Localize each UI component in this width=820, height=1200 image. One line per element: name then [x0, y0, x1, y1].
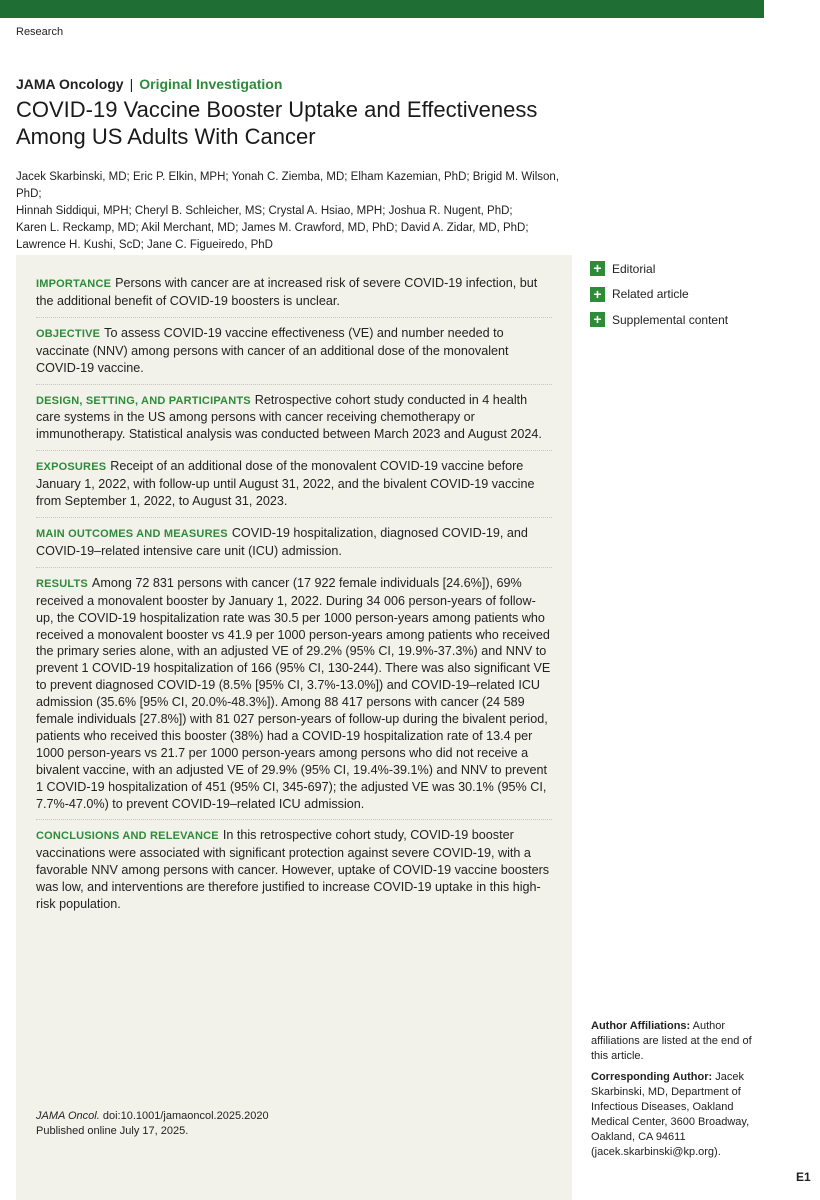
- abstract-heading: CONCLUSIONS AND RELEVANCE: [36, 830, 219, 843]
- citation: [36, 1109, 269, 1139]
- journal-name[interactable]: JAMA Oncology: [16, 76, 124, 92]
- abstract-section-design: [36, 392, 552, 452]
- plus-icon: +: [590, 312, 605, 327]
- abstract-heading: DESIGN, SETTING, AND PARTICIPANTS: [36, 394, 251, 407]
- journal-separator: |: [129, 76, 134, 92]
- author-line: Hinnah Siddiqui, MPH; Cheryl B. Schleicher, MS; Crystal A. Hsiao, MPH; Joshua R. Nugent, PhD;: [16, 205, 513, 217]
- link-label: Editorial: [612, 261, 656, 276]
- abstract-heading: MAIN OUTCOMES AND MEASURES: [36, 527, 228, 540]
- plus-icon: +: [590, 287, 605, 302]
- article-type[interactable]: Original Investigation: [139, 76, 283, 92]
- affiliations-panel: [591, 1019, 771, 1166]
- header-color-bar: [0, 0, 764, 18]
- affiliations-label: Author Affiliations:: [591, 1020, 691, 1032]
- abstract-section-conclusions: [36, 827, 552, 920]
- plus-icon: +: [590, 261, 605, 276]
- page-number: E1: [796, 1170, 811, 1184]
- abstract-heading: IMPORTANCE: [36, 278, 112, 290]
- abstract-text: Among 72 831 persons with cancer (17 922 female individuals [24.6%]), 69% received a monovalent booster by January 1, 2022. During 34 006 person-years of follow-up, the COVID-19 hospitalization rate was 30.5 per 1000 person-years among patients who received a monovalent booster vs 41.9 per 1000 person-years among patients who received the primary series alone, with an adjusted VE of 29.2% (95% CI, 19.9%-37.3%) and NNV to prevent 1 COVID-19 hospitalization of 166 (95% CI, 130-244). There was also significant VE to prevent diagnosed COVID-19 (8.5% [95% CI, 3.7%-13.0%]) and COVID-19–related ICU admission (35.6% [95% CI, 20.0%-48.3%]). Among 88 417 persons with cancer (24 589 female individuals [27.8%]) with 81 027 person-years of follow-up during the bivalent period, patients who received this booster (38%) had a COVID-19 hospitalization rate of 13.4 per 1000 person-years vs 21.7 per 1000 person-years among persons who did not receive a bivalent vaccine, with an adjusted VE of 29.9% (95% CI, 19.4%-39.1%) and NNV to prevent 1 COVID-19 hospitalization of 451 (95% CI, 345-697); the adjusted VE was 30.1% (95% CI, 7.7%-47.0%) to prevent COVID-19–related ICU admission.: [36, 575, 551, 811]
- abstract-section-objective: [36, 325, 552, 385]
- affiliations-text: Author affiliations are listed at the end of this article.: [591, 1020, 752, 1062]
- author-list: [16, 169, 576, 254]
- section-label: Research: [16, 26, 64, 38]
- citation-doi-line: [36, 1109, 269, 1124]
- editorial-link[interactable]: [590, 256, 728, 282]
- link-label: Supplemental content: [612, 312, 729, 327]
- doi[interactable]: doi:10.1001/jamaoncol.2025.2020: [102, 1110, 269, 1122]
- abstract-section-results: [36, 575, 552, 821]
- journal-line: [16, 76, 282, 92]
- abstract-heading: EXPOSURES: [36, 461, 107, 474]
- supplemental-content-link[interactable]: [590, 307, 728, 333]
- abstract-text: In this retrospective cohort study, COVID-19 booster vaccinations were associated with significant protection against severe COVID-19, with a favorable NNV among persons with cancer. However, uptake of COVID-19 vaccine boosters was low, and interventions are therefore justified to increase COVID-19 uptake in this high-risk population.: [36, 828, 550, 912]
- corresponding-author: [591, 1070, 771, 1160]
- author-line: Lawrence H. Kushi, ScD; Jane C. Figueiredo, PhD: [16, 239, 273, 251]
- abstract-section-outcomes: [36, 525, 552, 568]
- author-line: Karen L. Reckamp, MD; Akil Merchant, MD; James M. Crawford, MD, PhD; David A. Zidar, MD, PhD;: [16, 222, 529, 234]
- supplement-links: [590, 256, 728, 333]
- corresponding-text: Jacek Skarbinski, MD, Department of Infectious Diseases, Oakland Medical Center, 3600 Broadway, Oakland, CA 94611 (jacek.skarbinski@kp.org).: [591, 1071, 750, 1158]
- abstract-box: [16, 255, 572, 1200]
- abstract-section-importance: [36, 275, 552, 318]
- link-label: Related article: [612, 287, 689, 302]
- abstract-text: To assess COVID-19 vaccine effectiveness (VE) and number needed to vaccinate (NNV) among persons with cancer of an additional dose of the monovalent COVID-19 vaccine.: [36, 325, 509, 375]
- abstract-text: Persons with cancer are at increased risk of severe COVID-19 infection, but the additional benefit of COVID-19 boosters is unclear.: [36, 276, 538, 308]
- related-article-link[interactable]: [590, 282, 728, 308]
- author-line: Jacek Skarbinski, MD; Eric P. Elkin, MPH; Yonah C. Ziemba, MD; Elham Kazemian, PhD; Brigid M. Wilson, PhD;: [16, 171, 560, 200]
- published-date: Published online July 17, 2025.: [36, 1125, 189, 1137]
- abstract-text: COVID-19 hospitalization, diagnosed COVID-19, and COVID-19–related intensive care unit (ICU) admission.: [36, 525, 528, 558]
- author-affiliations: [591, 1019, 771, 1064]
- abstract-text: Receipt of an additional dose of the monovalent COVID-19 vaccine before January 1, 2022, with follow-up until August 31, 2022, and the bivalent COVID-19 vaccine from September 1, 2022, to August 31, 2023.: [36, 459, 535, 509]
- corresponding-label: Corresponding Author:: [591, 1071, 713, 1083]
- abstract-section-exposures: [36, 458, 552, 518]
- abstract-heading: RESULTS: [36, 577, 88, 590]
- abstract-heading: OBJECTIVE: [36, 327, 101, 340]
- article-title: COVID-19 Vaccine Booster Uptake and Effectiveness Among US Adults With Cancer: [16, 97, 538, 149]
- journal-abbrev: JAMA Oncol.: [36, 1110, 100, 1122]
- abstract-text: Retrospective cohort study conducted in 4 health care systems in the US among persons with cancer receiving chemotherapy or immunotherapy. Statistical analysis was conducted between March 2023 and August 2024.: [36, 392, 542, 442]
